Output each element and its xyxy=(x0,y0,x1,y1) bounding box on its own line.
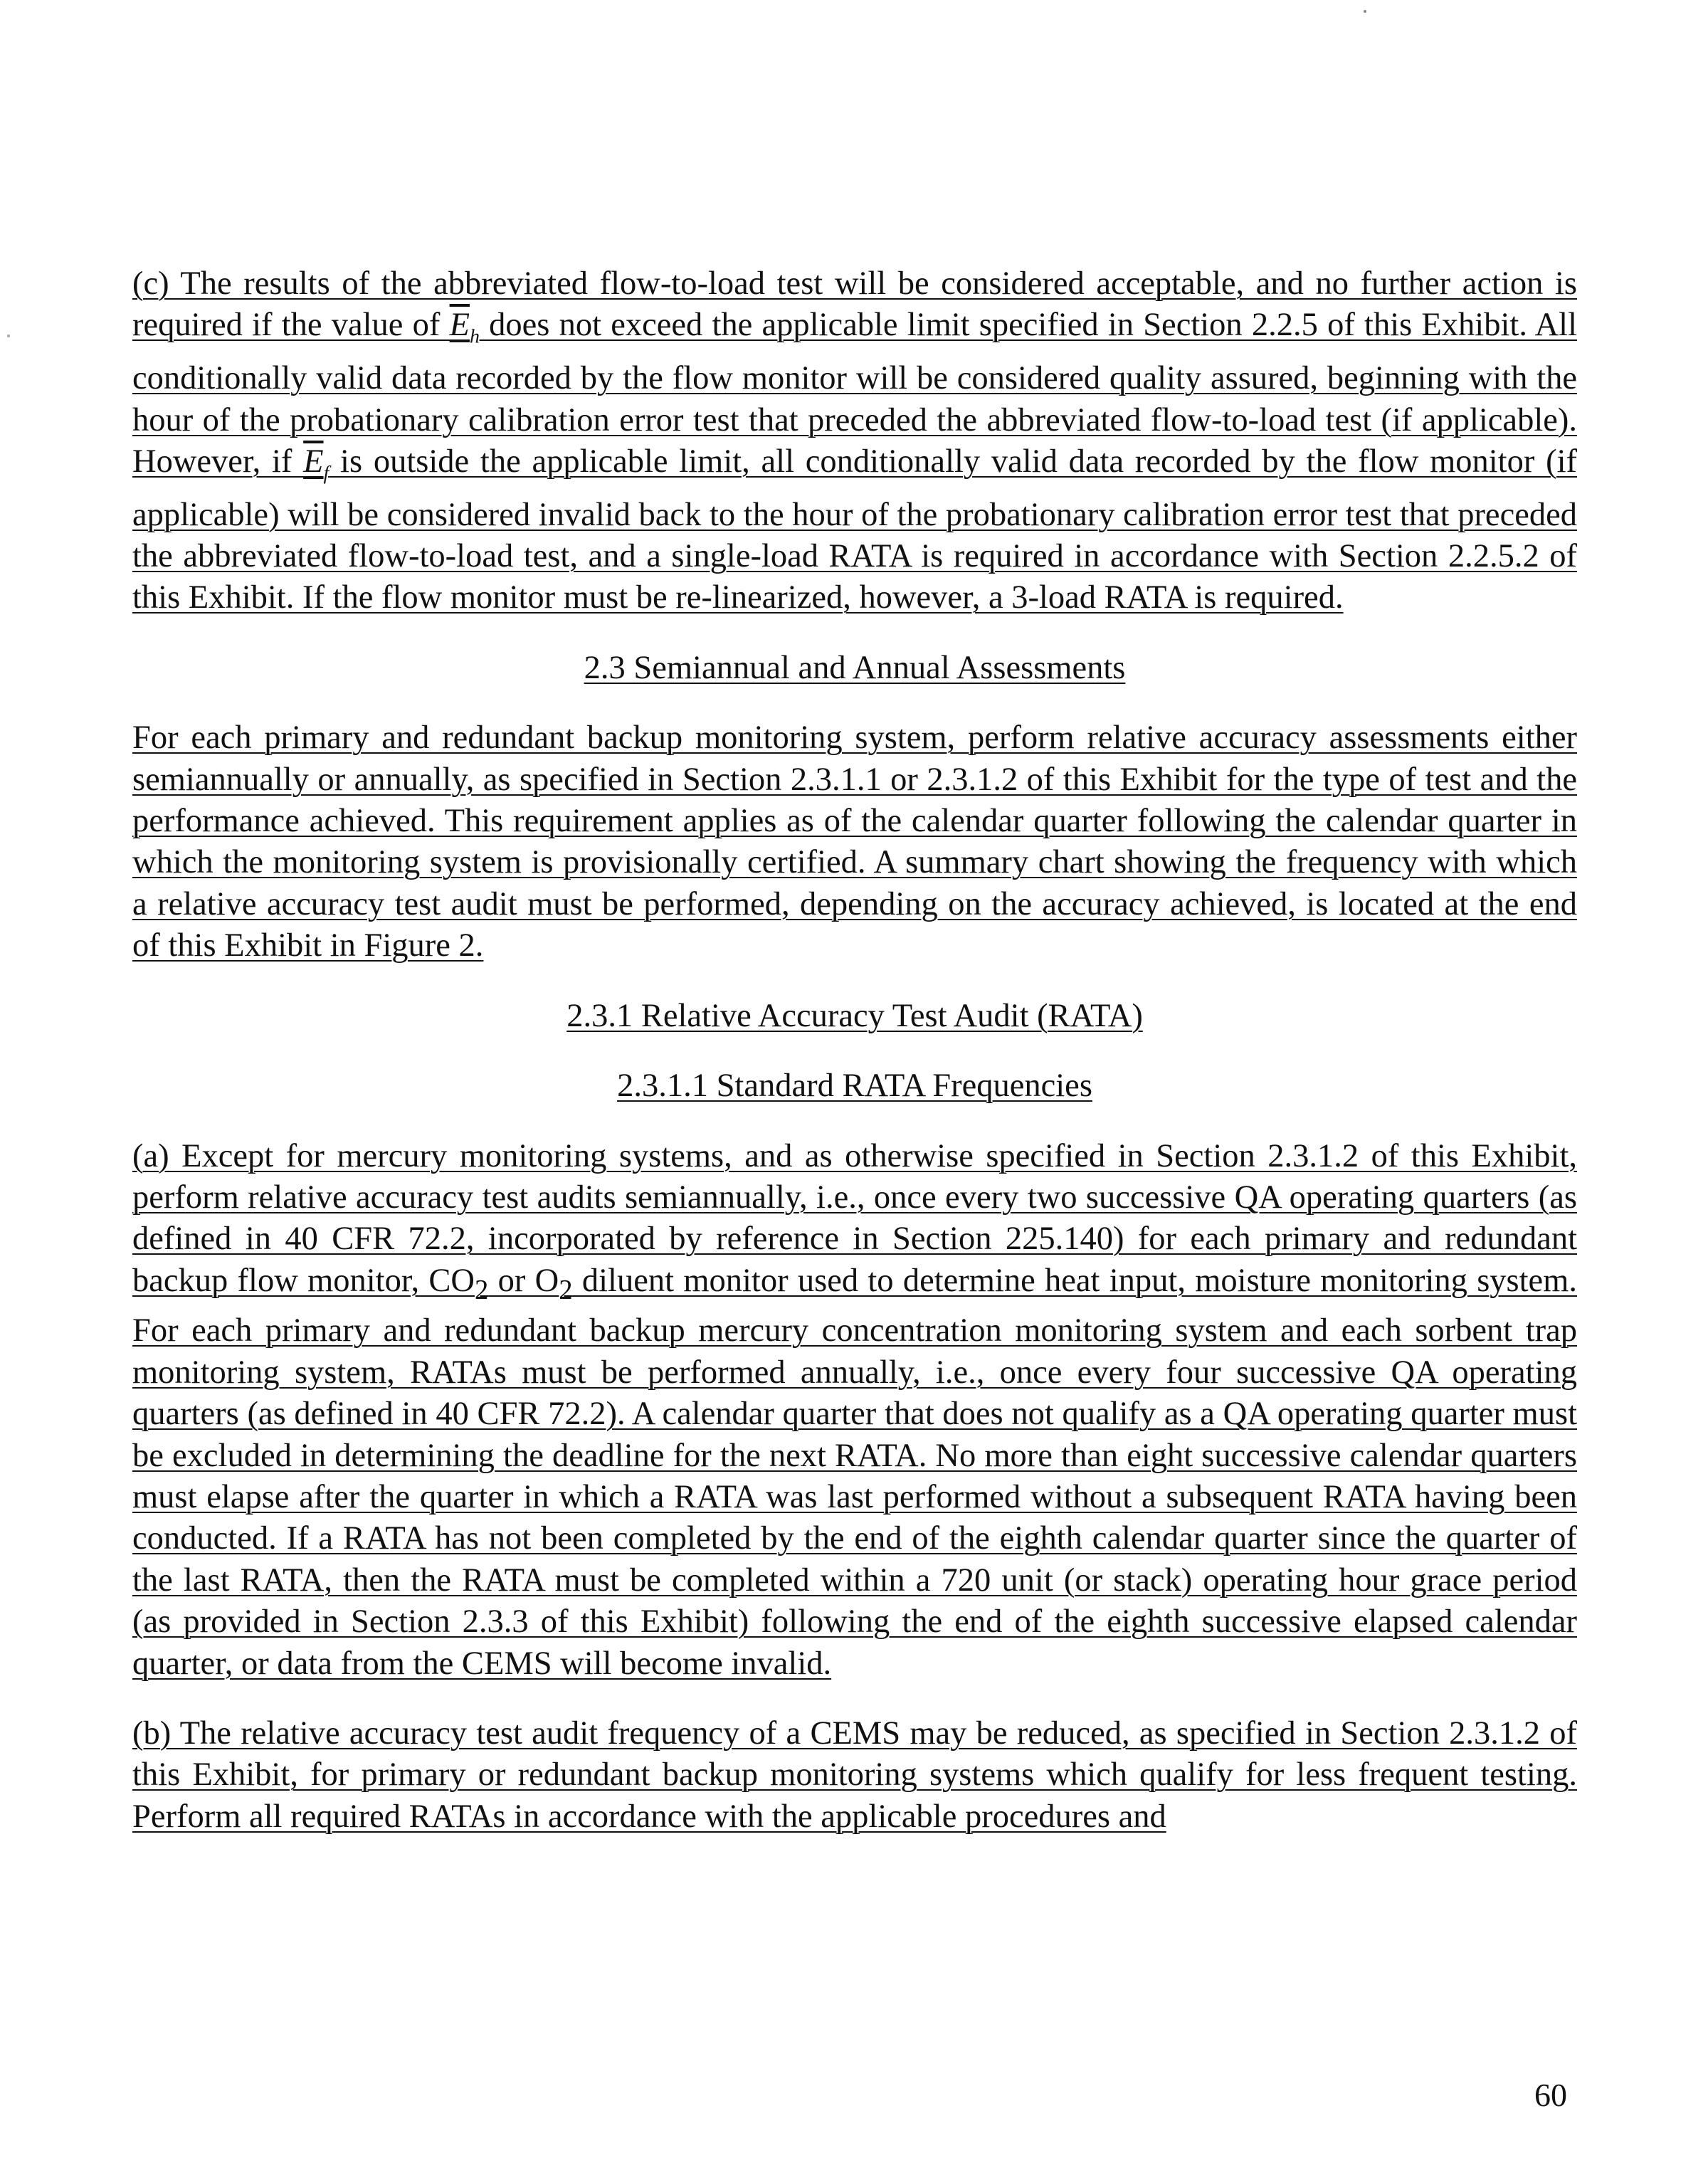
symbol-e-h: $E_h$ xyxy=(449,307,480,348)
symbol-e-f: $E_f$ xyxy=(303,443,330,485)
paragraph-b: (b) The relative accuracy test audit frequency of a CEMS may be reduced, as specified in Section 2.3.1.2 of this Exhibit, for primary or redundant backup monitoring systems which qualify for less frequent testing. Perform all required RATAs in accordance with the applicable procedures and xyxy=(132,1715,1577,1835)
heading-2-3-1-1: 2.3.1.1 Standard RATA Frequencies xyxy=(617,1068,1092,1105)
heading-2-3-1: 2.3.1 Relative Accuracy Test Audit (RATA) xyxy=(566,997,1143,1034)
heading-2-3: 2.3 Semiannual and Annual Assessments xyxy=(584,649,1126,686)
paragraph-2-3: For each primary and redundant backup monitoring system, perform relative accuracy assessments either semiannually or annually, as specified in Section 2.3.1.1 or 2.3.1.2 of this Exhibit for the type of test and the performance achieved. This requirement applies as of the calendar quarter following the calendar quarter in which the monitoring system is provisionally certified. A summary chart showing the frequency with which a relative accuracy test audit must be performed, depending on the accuracy achieved, is located at the end of this Exhibit in Figure 2. xyxy=(132,720,1577,964)
document-page xyxy=(132,263,1577,1838)
paragraph-a: (a) Except for mercury monitoring systems, and as otherwise specified in Section 2.3.1.2 of this Exhibit, perform relative accuracy test audits semiannually, i.e., once every two successive QA operating quarters (as defined in 40 CFR 72.2, incorporated by reference in Section 225.140) for each primary and redundant backup flow monitor, $CO_2$ or $O_2$ diluent monitor used to determine heat input, moisture monitoring system. For each primary and redundant backup mercury concentration monitoring system and each sorbent trap monitoring system, RATAs must be performed annually, i.e., once every four successive QA operating quarters (as defined in 40 CFR 72.2). A calendar quarter that does not qualify as a QA operating quarter must be excluded in determining the deadline for the next RATA. No more than eight successive calendar quarters must elapse after the quarter in which a RATA was last performed without a subsequent RATA having been conducted. If a RATA has not been completed by the end of the eighth calendar quarter since the quarter of the last RATA, then the RATA must be completed within a 720 unit (or stack) operating hour grace period (as provided in Section 2.3.3 of this Exhibit) following the end of the eighth successive elapsed calendar quarter, or data from the CEMS will become invalid. xyxy=(132,1137,1577,1682)
scan-speck xyxy=(7,335,10,337)
scan-speck xyxy=(1364,10,1366,13)
page-number: 60 xyxy=(1534,2077,1567,2113)
paragraph-c: (c) The results of the abbreviated flow-to-load test will be considered acceptable, and no further action is required if the value of $E_h$ does not exceed the applicable limit specified in Section 2.2.5 of this Exhibit. All conditionally valid data recorded by the flow monitor will be considered quality assured, beginning with the hour of the probationary calibration error test that preceded the abbreviated flow-to-load test (if applicable). However, if $E_f$ is outside the applicable limit, all conditionally valid data recorded by the flow monitor (if applicable) will be considered invalid back to the hour of the probationary calibration error test that preceded the abbreviated flow-to-load test, and a single-load RATA is required in accordance with Section 2.2.5.2 of this Exhibit. If the flow monitor must be re-linearized, however, a 3-load RATA is required. xyxy=(132,265,1577,616)
